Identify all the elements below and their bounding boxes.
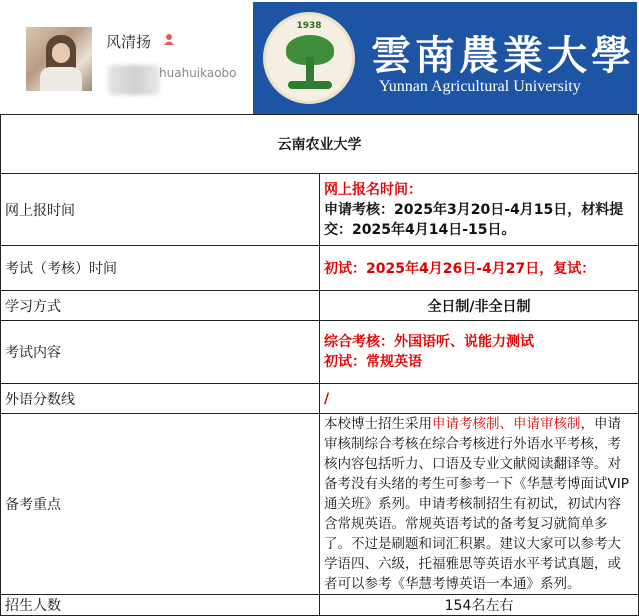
row-value <box>320 414 639 595</box>
row-value: 初试：2025年4月26日-4月27日，复试： <box>320 246 639 291</box>
exam-content-line: 综合考核：外国语听、说能力测试 <box>324 334 534 350</box>
university-banner <box>253 2 637 114</box>
row-label: 外语分数线 <box>1 384 320 414</box>
info-table <box>0 114 639 616</box>
table-row <box>1 291 639 321</box>
user-profile[interactable] <box>16 13 252 105</box>
university-name-cn: 雲南農業大學 <box>371 32 635 79</box>
university-name-en: Yunnan Agricultural University <box>379 78 581 95</box>
avatar[interactable] <box>26 27 92 91</box>
row-label: 招生人数 <box>1 595 320 616</box>
table-row <box>1 321 639 384</box>
table-title: 云南农业大学 <box>1 115 639 174</box>
table-row <box>1 414 639 595</box>
row-label: 网上报时间 <box>1 174 320 246</box>
row-value: 154名左右 <box>320 595 639 616</box>
registration-heading: 网上报名时间： <box>324 181 422 198</box>
row-label: 考试（考核）时间 <box>1 246 320 291</box>
table-row <box>1 384 639 414</box>
header <box>0 0 639 114</box>
row-label: 学习方式 <box>1 291 320 321</box>
user-id: huahuikaobo <box>159 66 237 80</box>
logo-year: 1938 <box>296 21 322 31</box>
table-title-row <box>1 115 639 174</box>
registration-detail: 申请考核：2025年3月20日-4月15日，材料提交：2025年4月14日-15日。 <box>324 201 624 238</box>
row-value: 全日制/非全日制 <box>320 291 639 321</box>
table-row <box>1 246 639 291</box>
row-label: 考试内容 <box>1 321 320 384</box>
exam-content-line: 初试：常规英语 <box>324 354 422 370</box>
table-row <box>1 595 639 616</box>
blurred-text <box>108 65 160 95</box>
prep-highlight: 申请考核制、申请审核制 <box>432 416 581 432</box>
prep-text: 本校博士招生采用 <box>324 416 432 432</box>
row-value: / <box>320 384 639 414</box>
university-logo <box>263 12 355 104</box>
row-value <box>320 174 639 246</box>
user-badge-icon <box>163 33 175 46</box>
row-label: 备考重点 <box>1 414 320 595</box>
prep-text: ，申请审核制综合考核在综合考核进行外语水平考核，考核内容包括听力、口语及专业文献阅读翻译等。对备考没有头绪的考生可参考一下《华慧考博面试VIP通关班》系列。申请考核制招生有初试，初试内容含常规英语。常规英语考试的备考复习就简单多了。不过是刷题和词汇积累。建议大家可以参考大学语四、六级，托福雅思等英语水平考试真题，或者可以参考《华慧考博英语一本通》系列。 <box>324 416 629 592</box>
username[interactable]: 风清扬 <box>106 33 152 51</box>
table-row <box>1 174 639 246</box>
row-value <box>320 321 639 384</box>
